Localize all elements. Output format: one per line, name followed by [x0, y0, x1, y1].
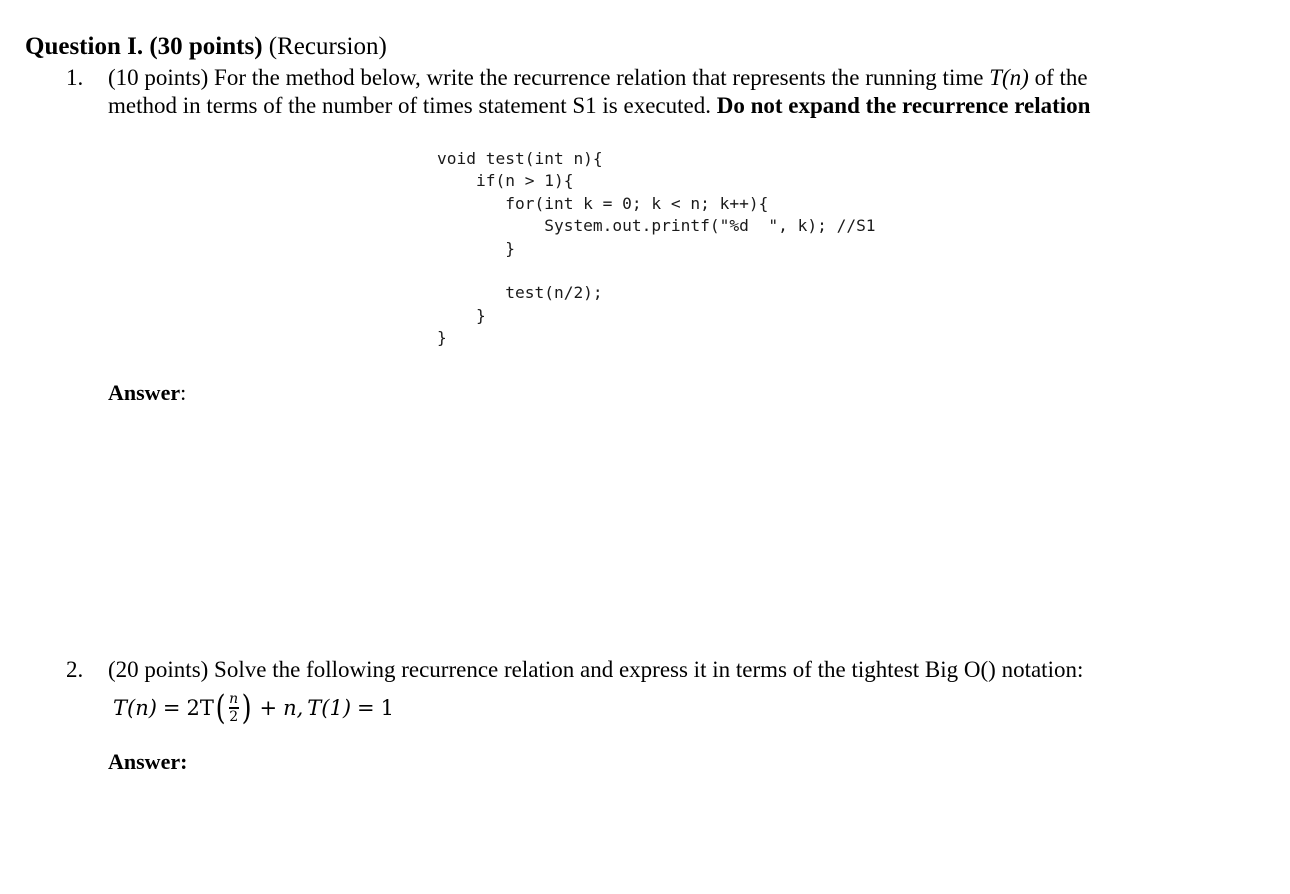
- eq-base-value: 1: [380, 696, 395, 720]
- code-block: void test(int n){ if(n > 1){ for(int k = 0; k < n; k++){ System.out.printf("%d ", k); //S1 } test(n/2); } }: [437, 149, 876, 348]
- eq-close-paren: ): [241, 688, 252, 728]
- q1-line1-prefix: (10 points) For the method below, write the recurrence relation that represents the running time: [108, 65, 990, 90]
- eq-frac-denominator: 2: [229, 708, 239, 725]
- recurrence-equation: [113, 688, 394, 728]
- q1-answer-label: [108, 379, 186, 407]
- eq-open-paren: (: [215, 688, 226, 728]
- eq-base-case: T(1): [307, 696, 352, 720]
- q2-text: (20 points) Solve the following recurrence relation and express it in terms of the tightest Big O() notation:: [108, 657, 1084, 682]
- q1-answer-text: Answer: [108, 380, 181, 405]
- q1-line2: [108, 92, 1090, 120]
- eq-frac-numerator: n: [229, 691, 239, 708]
- q1-line2-normal: method in terms of the number of times statement S1 is executed.: [108, 93, 717, 118]
- eq-coefficient: 2T: [186, 696, 214, 720]
- q2-answer-label: Answer:: [108, 749, 188, 774]
- q2-number: 2.: [66, 657, 84, 682]
- question-heading-topic: (Recursion): [262, 33, 387, 60]
- eq-equals-2: =: [357, 696, 375, 720]
- eq-equals-1: =: [162, 696, 181, 720]
- q1-line2-bold: Do not expand the recurrence relation: [716, 93, 1091, 118]
- eq-plus: +: [259, 696, 278, 720]
- q1-line1: [108, 64, 1088, 92]
- q1-answer-colon: :: [180, 380, 187, 405]
- question-heading-bold: Question I. (30 points): [25, 33, 263, 60]
- q1-line1-suffix: of the: [1028, 65, 1088, 90]
- eq-fraction: [228, 692, 239, 723]
- q1-line1-math: T(n): [989, 65, 1029, 90]
- question-heading: [25, 31, 387, 63]
- eq-lhs: T(n): [113, 696, 157, 720]
- eq-n-term: n,: [283, 696, 304, 720]
- q1-number: 1.: [66, 65, 84, 90]
